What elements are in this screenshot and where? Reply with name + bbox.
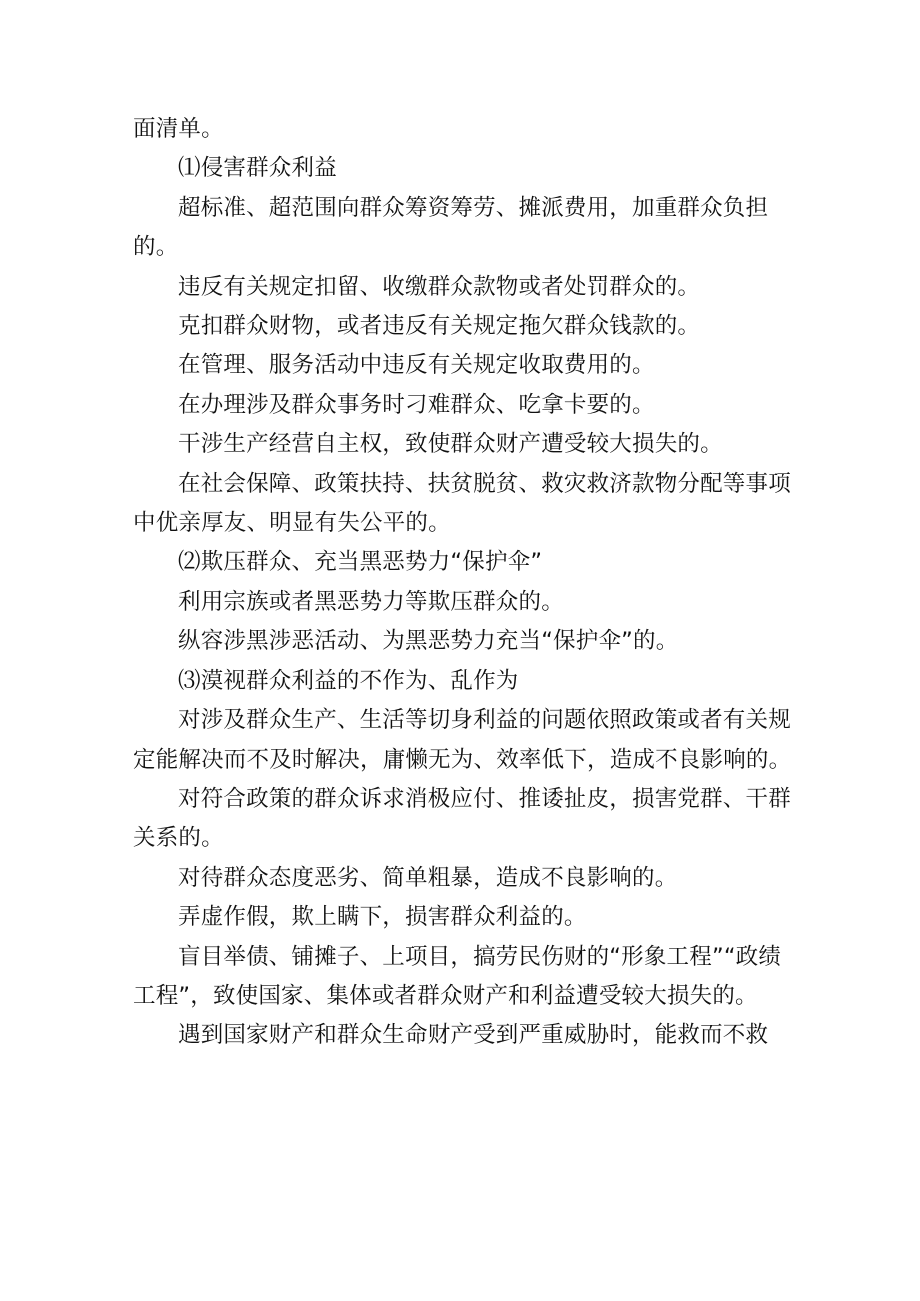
paragraph-item: 对待群众态度恶劣、简单粗暴，造成不良影响的。 (178, 864, 678, 891)
document-body (133, 110, 795, 1056)
paragraph-item: 对涉及群众生产、生活等切身利益的问题依照政策或者有关规定能解决而不及时解决，庸懒无为、效率低下，造成不良影响的。 (133, 707, 792, 773)
paragraph-item: 弄虚作假，欺上瞒下，损害群众利益的。 (178, 904, 587, 931)
section-heading-2: ⑵欺压群众、充当黑恶势力“保护伞” (178, 549, 543, 576)
paragraph-item: 干涉生产经营自主权，致使群众财产遭受较大损失的。 (178, 431, 723, 458)
paragraph-continuation: 面清单。 (133, 116, 224, 142)
paragraph-item: 在社会保障、政策扶持、扶贫脱贫、救灾救济款物分配等事项中优亲厚友、明显有失公平的。 (133, 470, 791, 537)
section-heading-3: ⑶漠视群众利益的不作为、乱作为 (178, 667, 519, 694)
paragraph-item: 在办理涉及群众事务时刁难群众、吃拿卡要的。 (178, 391, 655, 418)
paragraph-item: 盲目举债、铺摊子、上项目，搞劳民伤财的“形象工程”“政绩工程”，致使国家、集体或者群众财产和利益遭受较大损失的。 (133, 943, 782, 1009)
paragraph-item: 克扣群众财物，或者违反有关规定拖欠群众钱款的。 (178, 313, 701, 340)
paragraph-item: 在管理、服务活动中违反有关规定收取费用的。 (178, 352, 655, 379)
paragraph-item: 纵容涉黑涉恶活动、为黑恶势力充当“保护伞”的。 (178, 628, 679, 655)
section-heading-1: ⑴侵害群众利益 (178, 155, 337, 182)
paragraph-item: 对符合政策的群众诉求消极应付、推诿扯皮，损害党群、干群关系的。 (133, 785, 791, 852)
paragraph-item: 超标准、超范围向群众筹资筹劳、摊派费用，加重群众负担的。 (133, 194, 769, 261)
paragraph-item: 违反有关规定扣留、收缴群众款物或者处罚群众的。 (178, 273, 701, 300)
paragraph-item: 遇到国家财产和群众生命财产受到严重威胁时，能救而不救 (178, 1022, 769, 1049)
paragraph-item: 利用宗族或者黑恶势力等欺压群众的。 (178, 588, 564, 615)
